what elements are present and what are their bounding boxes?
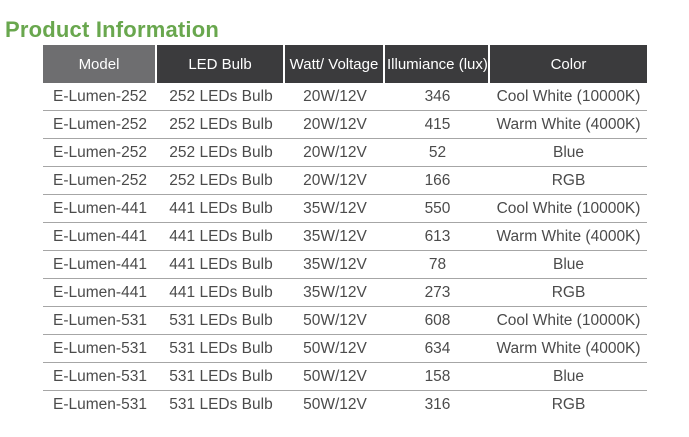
column-header-watt-voltage: Watt/ Voltage <box>285 45 385 83</box>
product-table <box>43 45 647 419</box>
column-header-led-bulb: LED Bulb <box>157 45 285 83</box>
table-row <box>43 307 647 335</box>
table-cell: E-Lumen-531 <box>53 396 147 413</box>
table-cell: Blue <box>490 363 647 391</box>
table-cell: Warm White (4000K) <box>490 335 647 363</box>
table-cell: 415 <box>385 111 490 139</box>
table-row <box>43 223 647 251</box>
table-cell: 252 LEDs Bulb <box>157 167 285 195</box>
table-cell: 634 <box>385 335 490 363</box>
table-cell: 50W/12V <box>285 363 385 391</box>
table-cell: 346 <box>385 83 490 111</box>
table-cell: 166 <box>385 167 490 195</box>
table-cell: 50W/12V <box>285 307 385 335</box>
column-header-illumiance: Illumiance (lux) <box>385 45 490 83</box>
table-row <box>43 195 647 223</box>
table-cell: 531 LEDs Bulb <box>157 307 285 335</box>
table-row <box>43 83 647 111</box>
table-row <box>43 111 647 139</box>
table-cell: 252 LEDs Bulb <box>157 111 285 139</box>
table-cell: 608 <box>385 307 490 335</box>
table-row <box>43 335 647 363</box>
table-cell: 273 <box>385 279 490 307</box>
table-row <box>43 363 647 391</box>
table-cell: 531 LEDs Bulb <box>157 363 285 391</box>
table-cell: 531 LEDs Bulb <box>169 396 273 413</box>
table-row <box>43 279 647 307</box>
table-cell: RGB <box>490 279 647 307</box>
table-cell: 550 <box>385 195 490 223</box>
table-cell: RGB <box>490 167 647 195</box>
table-cell: 441 LEDs Bulb <box>157 223 285 251</box>
table-cell: Cool White (10000K) <box>490 83 647 111</box>
table-cell: E-Lumen-441 <box>43 251 157 279</box>
table-cell: E-Lumen-252 <box>43 83 157 111</box>
table-cell: 531 LEDs Bulb <box>157 335 285 363</box>
table-cell: E-Lumen-441 <box>43 279 157 307</box>
table-cell: 252 LEDs Bulb <box>157 139 285 167</box>
table-cell: Blue <box>490 251 647 279</box>
table-cell: 35W/12V <box>285 223 385 251</box>
table-cell: 316 <box>424 396 451 413</box>
table-cell: 78 <box>385 251 490 279</box>
table-cell: 441 LEDs Bulb <box>157 279 285 307</box>
table-cell: 35W/12V <box>285 279 385 307</box>
table-cell: Cool White (10000K) <box>490 195 647 223</box>
table-cell: Warm White (4000K) <box>490 111 647 139</box>
table-cell: 158 <box>385 363 490 391</box>
table-cell: E-Lumen-252 <box>43 139 157 167</box>
table-cell: E-Lumen-531 <box>43 307 157 335</box>
table-cell: 35W/12V <box>285 251 385 279</box>
table-cell: 20W/12V <box>285 167 385 195</box>
table-cell: Blue <box>490 139 647 167</box>
table-row <box>43 391 647 419</box>
page-title: Product Information <box>5 16 220 42</box>
table-row <box>43 139 647 167</box>
table-cell: 441 LEDs Bulb <box>157 195 285 223</box>
table-cell: 50W/12V <box>303 396 367 413</box>
table-cell: Cool White (10000K) <box>490 307 647 335</box>
table-cell: 20W/12V <box>285 83 385 111</box>
table-row <box>43 251 647 279</box>
column-header-model: Model <box>43 45 157 83</box>
table-body <box>43 83 647 419</box>
table-cell: 20W/12V <box>285 139 385 167</box>
table-cell: 613 <box>385 223 490 251</box>
table-cell: 52 <box>385 139 490 167</box>
table-cell: 35W/12V <box>285 195 385 223</box>
table-row <box>43 167 647 195</box>
table-header-row <box>43 45 647 83</box>
table-cell: Warm White (4000K) <box>490 223 647 251</box>
table-cell: 20W/12V <box>285 111 385 139</box>
table-cell: 252 LEDs Bulb <box>157 83 285 111</box>
table-cell: E-Lumen-531 <box>43 335 157 363</box>
column-header-color: Color <box>490 45 647 83</box>
table-cell: E-Lumen-252 <box>43 167 157 195</box>
table-cell: E-Lumen-531 <box>43 363 157 391</box>
table-cell: E-Lumen-441 <box>43 223 157 251</box>
table-cell: 50W/12V <box>285 335 385 363</box>
table-cell: E-Lumen-441 <box>43 195 157 223</box>
table-cell: 441 LEDs Bulb <box>157 251 285 279</box>
table-cell: RGB <box>551 396 586 413</box>
table-cell: E-Lumen-252 <box>43 111 157 139</box>
